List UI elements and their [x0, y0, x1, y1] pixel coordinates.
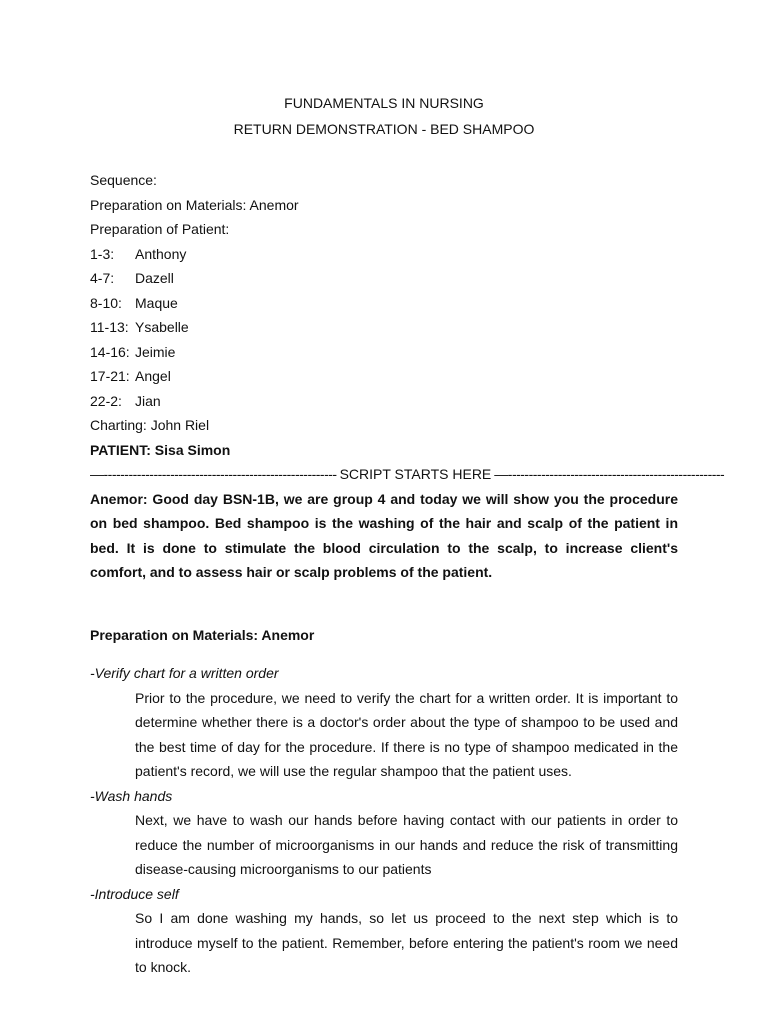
- spacer: [90, 585, 678, 609]
- script-divider: [90, 462, 725, 487]
- divider-dashes-left: —--------------------------------------------------------: [90, 466, 337, 482]
- roster-name: Ysabelle: [135, 319, 189, 335]
- roster-steps: 17-21:: [90, 368, 130, 384]
- roster-row: [90, 389, 678, 414]
- charting-assignment: Charting: John Riel: [90, 417, 210, 433]
- materials-assignment: Preparation on Materials: Anemor: [90, 196, 299, 213]
- section-heading: Preparation on Materials: Anemor: [90, 626, 315, 643]
- roster-row: [90, 315, 678, 340]
- document-header: [90, 90, 678, 142]
- roster-name: Maque: [135, 294, 178, 311]
- step-body: Next, we have to wash our hands before having contact with our patients in order to reduce the number of microorganisms in our hands and reduce the risk of transmitting disease-causing microorganisms to our patients: [135, 812, 678, 877]
- roster-row: [90, 266, 678, 291]
- course-title: FUNDAMENTALS IN NURSING: [284, 95, 484, 111]
- intro-paragraph: Anemor: Good day BSN-1B, we are group 4 and today we will show you the procedure on bed shampoo. Bed shampoo is the washing of the hair and scalp of the patient in bed. It is done to stimulate the blood circulation to the scalp, to increase client's comfort, and to assess hair or scalp problems of the patient.: [90, 490, 678, 580]
- roster-steps: 14-16:: [90, 343, 130, 360]
- step-title: -Verify chart for a written order: [90, 665, 279, 681]
- patient-name: PATIENT: Sisa Simon: [90, 441, 231, 458]
- roster-row: [90, 242, 678, 267]
- spacer: [90, 144, 678, 168]
- roster-steps: 22-2:: [90, 392, 122, 409]
- step-body: So I am done washing my hands, so let us proceed to the next step which is to introduce myself to the patient. Remember, before entering the patient's room we need to knock.: [135, 910, 678, 975]
- roster-name: Dazell: [135, 270, 174, 286]
- roster-name: Jian: [135, 392, 161, 409]
- sequence-label: Sequence:: [90, 172, 157, 188]
- roster-name: Anthony: [135, 245, 187, 262]
- roster-name: Jeimie: [135, 343, 176, 360]
- step-title: -Wash hands: [90, 787, 173, 804]
- roster-steps: 11-13:: [90, 319, 129, 335]
- step-title: -Introduce self: [90, 885, 179, 902]
- divider-label: SCRIPT STARTS HERE: [339, 466, 492, 482]
- divider-dashes-right: —----------------------------------------------------: [494, 466, 725, 482]
- roster-row: [90, 291, 678, 316]
- roster-row: [90, 340, 678, 365]
- patient-prep-label: Preparation of Patient:: [90, 221, 230, 237]
- roster-name: Angel: [135, 368, 171, 384]
- document-title: RETURN DEMONSTRATION - BED SHAMPOO: [233, 121, 535, 137]
- materials-section: [90, 623, 678, 980]
- sequence-block: [90, 168, 678, 462]
- step-body: Prior to the procedure, we need to verify the chart for a written order. It is important to determine whether there is a doctor's order about the type of shampoo to be used and the best time of day for the procedure. If there is no type of shampoo medicated in the patient's record, we will use the regular shampoo that the patient uses.: [135, 689, 678, 779]
- roster-steps: 8-10:: [90, 294, 122, 311]
- roster-row: [90, 364, 678, 389]
- roster-steps: 4-7:: [90, 270, 115, 286]
- roster-steps: 1-3:: [90, 245, 115, 262]
